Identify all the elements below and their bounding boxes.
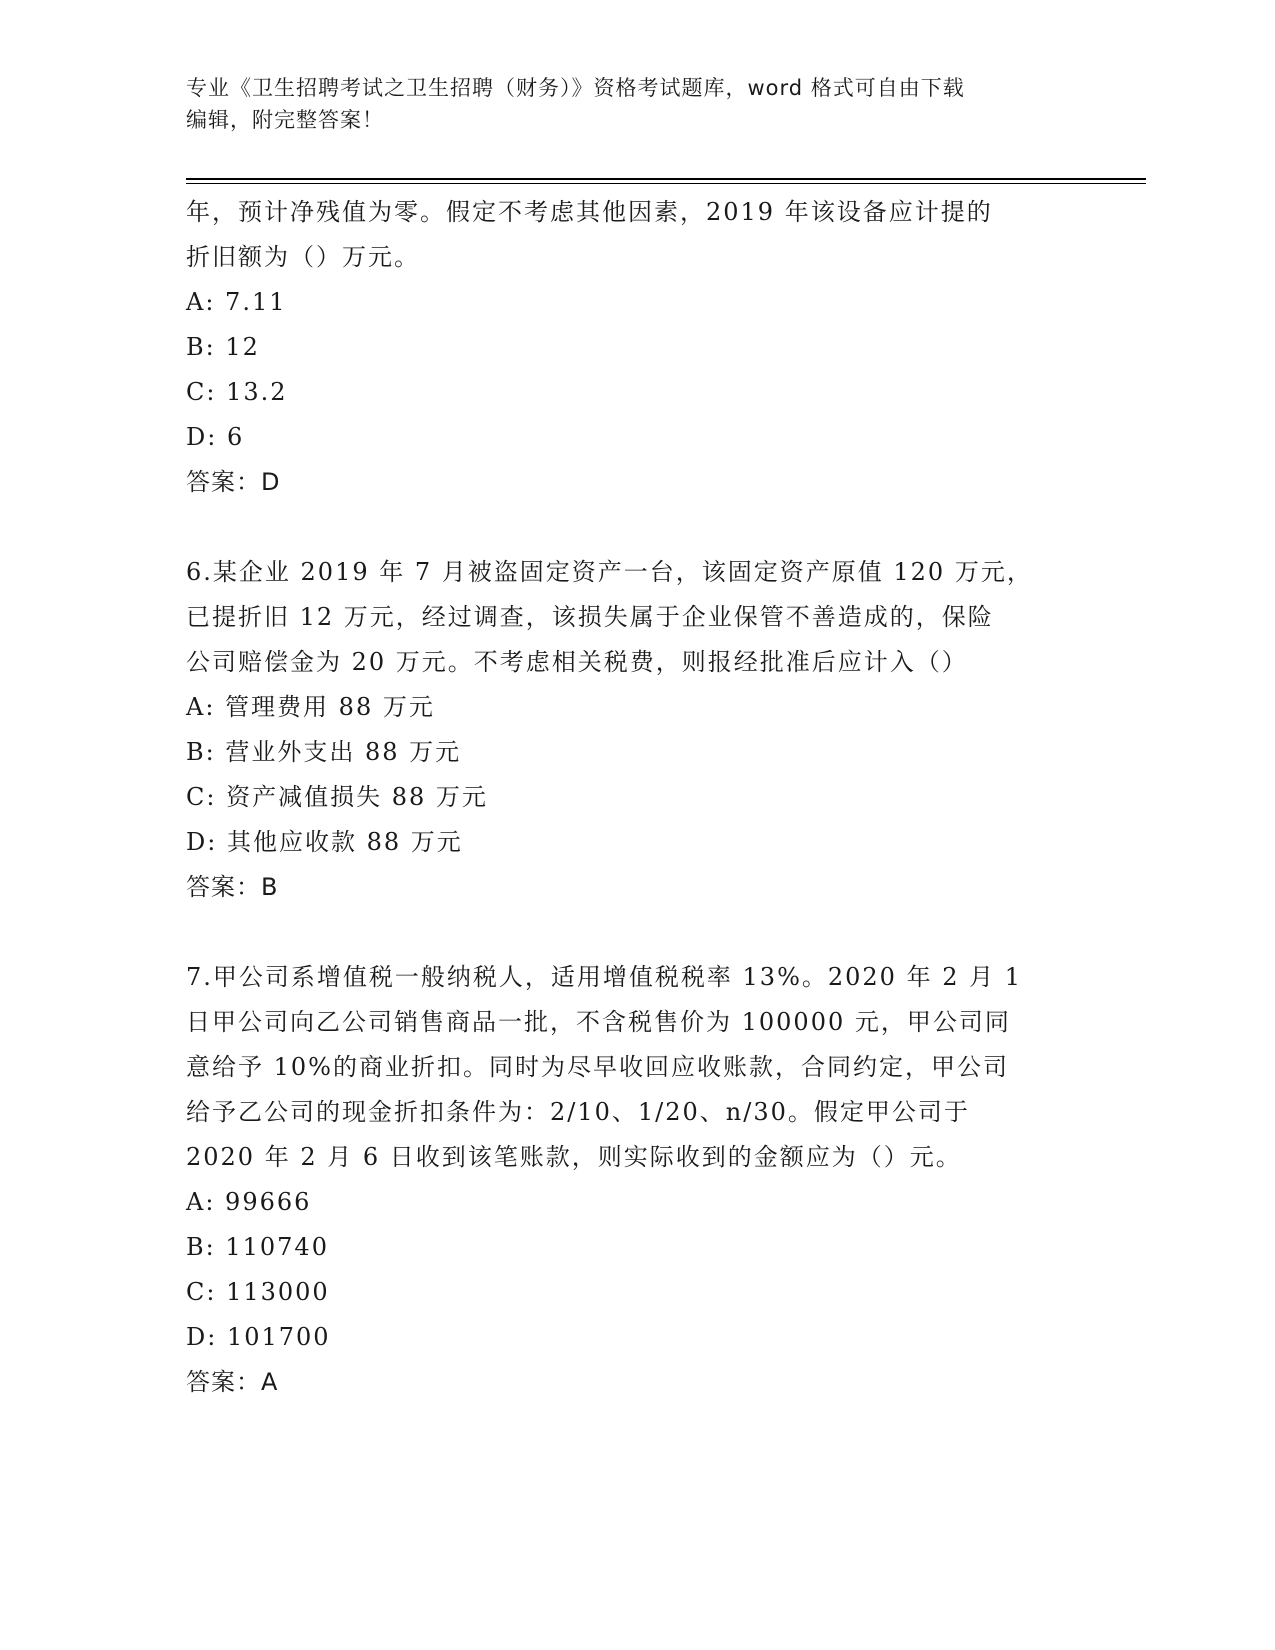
question-text-line: 年，预计净残值为零。假定不考虑其他因素，2019 年该设备应计提的 xyxy=(186,198,993,226)
answer-line: 答案：B xyxy=(186,873,279,901)
option-c: C: 13.2 xyxy=(186,378,288,406)
question-text-line: 给予乙公司的现金折扣条件为：2/10、1/20、n/30。假定甲公司于 xyxy=(186,1098,970,1126)
question-text-line: 2020 年 2 月 6 日收到该笔账款，则实际收到的金额应为（）元。 xyxy=(186,1143,962,1171)
document-header xyxy=(186,72,1086,136)
question-content xyxy=(186,190,1086,1405)
option-c: C: 资产减值损失 88 万元 xyxy=(186,783,488,811)
question-text-line: 7.甲公司系增值税一般纳税人，适用增值税税率 13%。2020 年 2 月 1 xyxy=(186,963,1023,991)
question-text-line: 日甲公司向乙公司销售商品一批，不含税售价为 100000 元，甲公司同 xyxy=(186,1008,1011,1036)
option-b: B: 110740 xyxy=(186,1233,329,1261)
option-d: D: 其他应收款 88 万元 xyxy=(186,828,463,856)
option-b: B: 12 xyxy=(186,333,260,361)
spacer xyxy=(186,505,1086,550)
header-line-1: 专业《卫生招聘考试之卫生招聘（财务）》资格考试题库，word 格式可自由下载 xyxy=(186,76,965,100)
answer-line: 答案：D xyxy=(186,468,281,496)
option-c: C: 113000 xyxy=(186,1278,330,1306)
option-a: A: 99666 xyxy=(186,1188,312,1216)
question-6 xyxy=(186,550,1086,910)
question-7 xyxy=(186,955,1086,1405)
header-line-2: 编辑，附完整答案！ xyxy=(186,108,384,132)
option-a: A: 管理费用 88 万元 xyxy=(186,693,435,721)
header-rule-thin xyxy=(186,183,1146,184)
question-text-line: 折旧额为（）万元。 xyxy=(186,243,420,271)
option-d: D: 101700 xyxy=(186,1323,331,1351)
question-text-line: 公司赔偿金为 20 万元。不考虑相关税费，则报经批准后应计入（） xyxy=(186,648,968,676)
option-d: D: 6 xyxy=(186,423,245,451)
option-b: B: 营业外支出 88 万元 xyxy=(186,738,462,766)
answer-line: 答案：A xyxy=(186,1368,279,1396)
question-text-line: 已提折旧 12 万元，经过调查，该损失属于企业保管不善造成的，保险 xyxy=(186,603,994,631)
question-5-continuation xyxy=(186,190,1086,505)
header-rule-thick xyxy=(186,178,1146,180)
spacer xyxy=(186,910,1086,955)
question-text-line: 意给予 10%的商业折扣。同时为尽早收回应收账款，合同约定，甲公司 xyxy=(186,1053,1009,1081)
option-a: A: 7.11 xyxy=(186,288,287,316)
question-text-line: 6.某企业 2019 年 7 月被盗固定资产一台，该固定资产原值 120 万元， xyxy=(186,558,1033,586)
